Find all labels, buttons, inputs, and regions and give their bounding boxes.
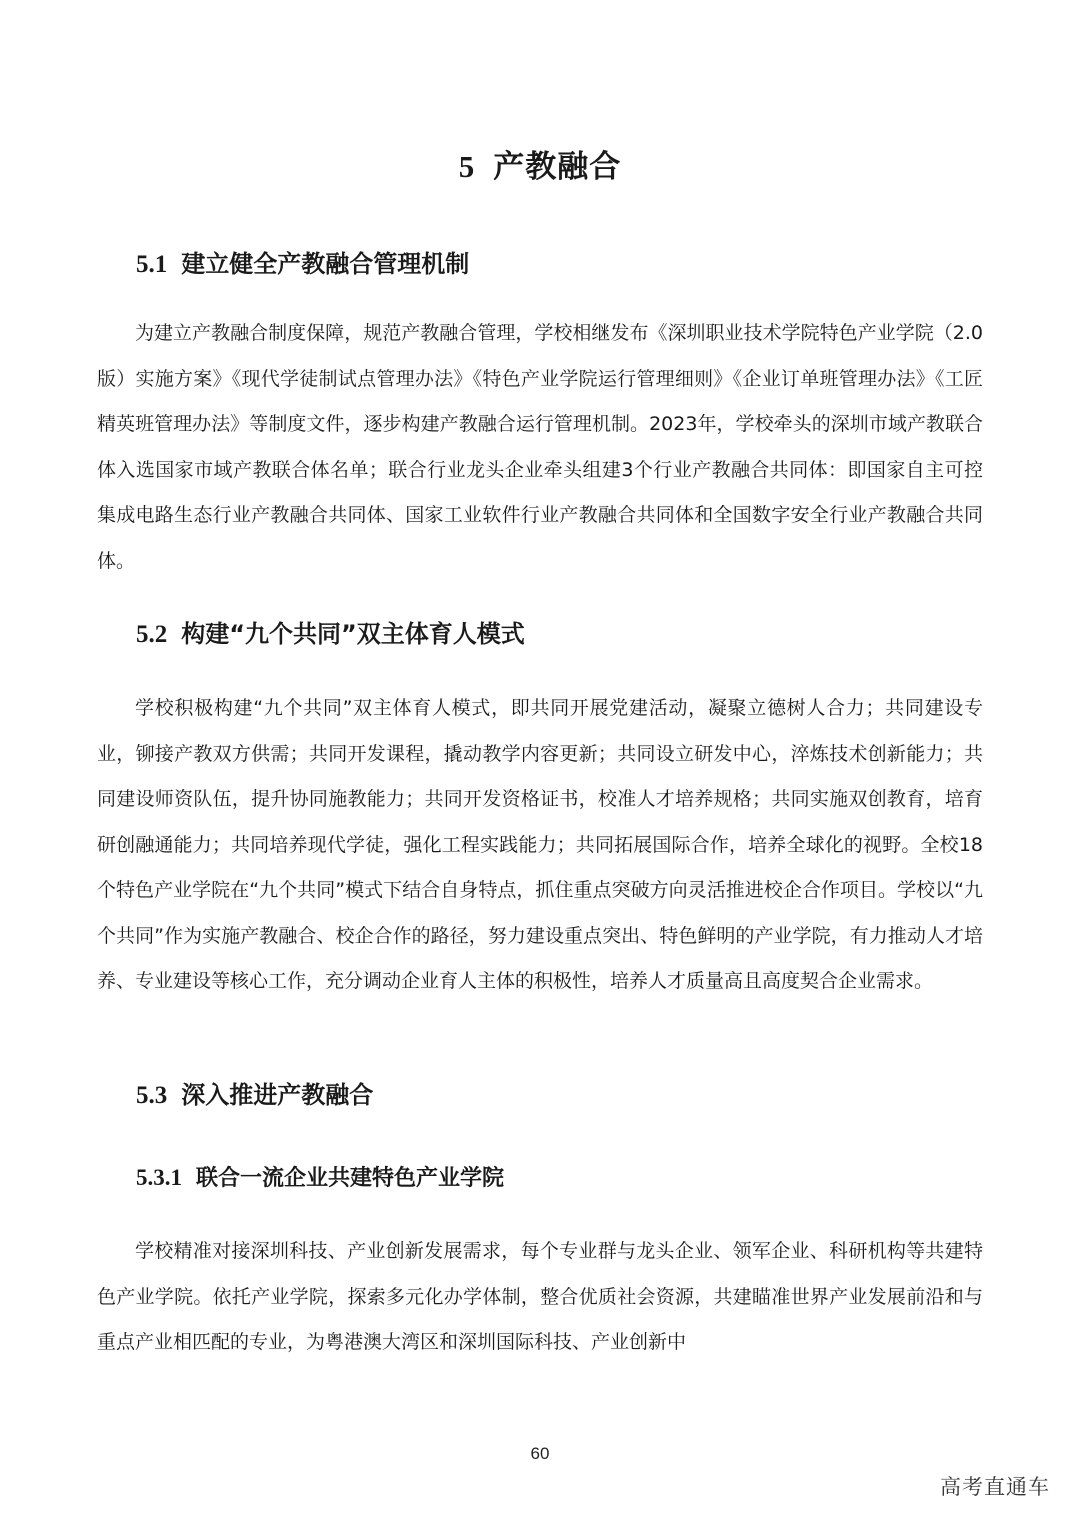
section-heading-5-1 bbox=[136, 244, 469, 285]
page-number: 60 bbox=[530, 1444, 550, 1463]
section-title: 构建“九个共同”双主体育人模式 bbox=[181, 620, 525, 648]
section-number: 5.3 bbox=[136, 1082, 168, 1109]
subsection-heading-5-3-1 bbox=[136, 1158, 504, 1199]
section-title: 深入推进产教融合 bbox=[181, 1081, 374, 1109]
chapter-title bbox=[0, 142, 1080, 192]
subsection-paragraph-5-3-1: 学校精准对接深圳科技、产业创新发展需求，每个专业群与龙头企业、领军企业、科研机构等共建特色产业学院。依托产业学院，探索多元化办学体制，整合优质社会资源，共建瞄准世界产业发展前沿和与重点产业相匹配的专业，为粤港澳大湾区和深圳国际科技、产业创新中 bbox=[97, 1240, 983, 1353]
subsection-title: 联合一流企业共建特色产业学院 bbox=[196, 1166, 505, 1191]
section-heading-5-2 bbox=[136, 614, 525, 655]
section-number: 5.1 bbox=[136, 251, 168, 278]
section-heading-5-3 bbox=[136, 1075, 373, 1116]
section-number: 5.2 bbox=[136, 621, 168, 648]
chapter-title-text: 产教融合 bbox=[493, 149, 622, 185]
section-paragraph-5-1: 为建立产教融合制度保障，规范产教融合管理，学校相继发布《深圳职业技术学院特色产业学院（2.0版）实施方案》《现代学徒制试点管理办法》《特色产业学院运行管理细则》《企业订单班管理办法》《工匠精英班管理办法》等制度文件，逐步构建产教融合运行管理机制。2023年，学校牵头的深圳市域产教联合体入选国家市域产教联合体名单；联合行业龙头企业牵头组建3个行业产教融合共同体：即国家自主可控集成电路生态行业产教融合共同体、国家工业软件行业产教融合共同体和全国数字安全行业产教融合共同体。 bbox=[97, 322, 983, 572]
chapter-number: 5 bbox=[458, 149, 476, 184]
section-paragraph-5-2: 学校积极构建“九个共同”双主体育人模式，即共同开展党建活动，凝聚立德树人合力；共同建设专业，铆接产教双方供需；共同开发课程，撬动教学内容更新；共同设立研发中心，淬炼技术创新能力；共同建设师资队伍，提升协同施教能力；共同开发资格证书，校准人才培养规格；共同实施双创教育，培育研创融通能力；共同培养现代学徒，强化工程实践能力；共同拓展国际合作，培养全球化的视野。全校18个特色产业学院在“九个共同”模式下结合自身特点，抓住重点突破方向灵活推进校企合作项目。学校以“九个共同”作为实施产教融合、校企合作的路径，努力建设重点突出、特色鲜明的产业学院，有力推动人才培养、专业建设等核心工作，充分调动企业育人主体的积极性，培养人才质量高且高度契合企业需求。 bbox=[97, 697, 983, 992]
watermark-text: 高考直通车 bbox=[940, 1475, 1050, 1499]
section-title: 建立健全产教融合管理机制 bbox=[181, 250, 470, 278]
subsection-number: 5.3.1 bbox=[136, 1165, 182, 1190]
